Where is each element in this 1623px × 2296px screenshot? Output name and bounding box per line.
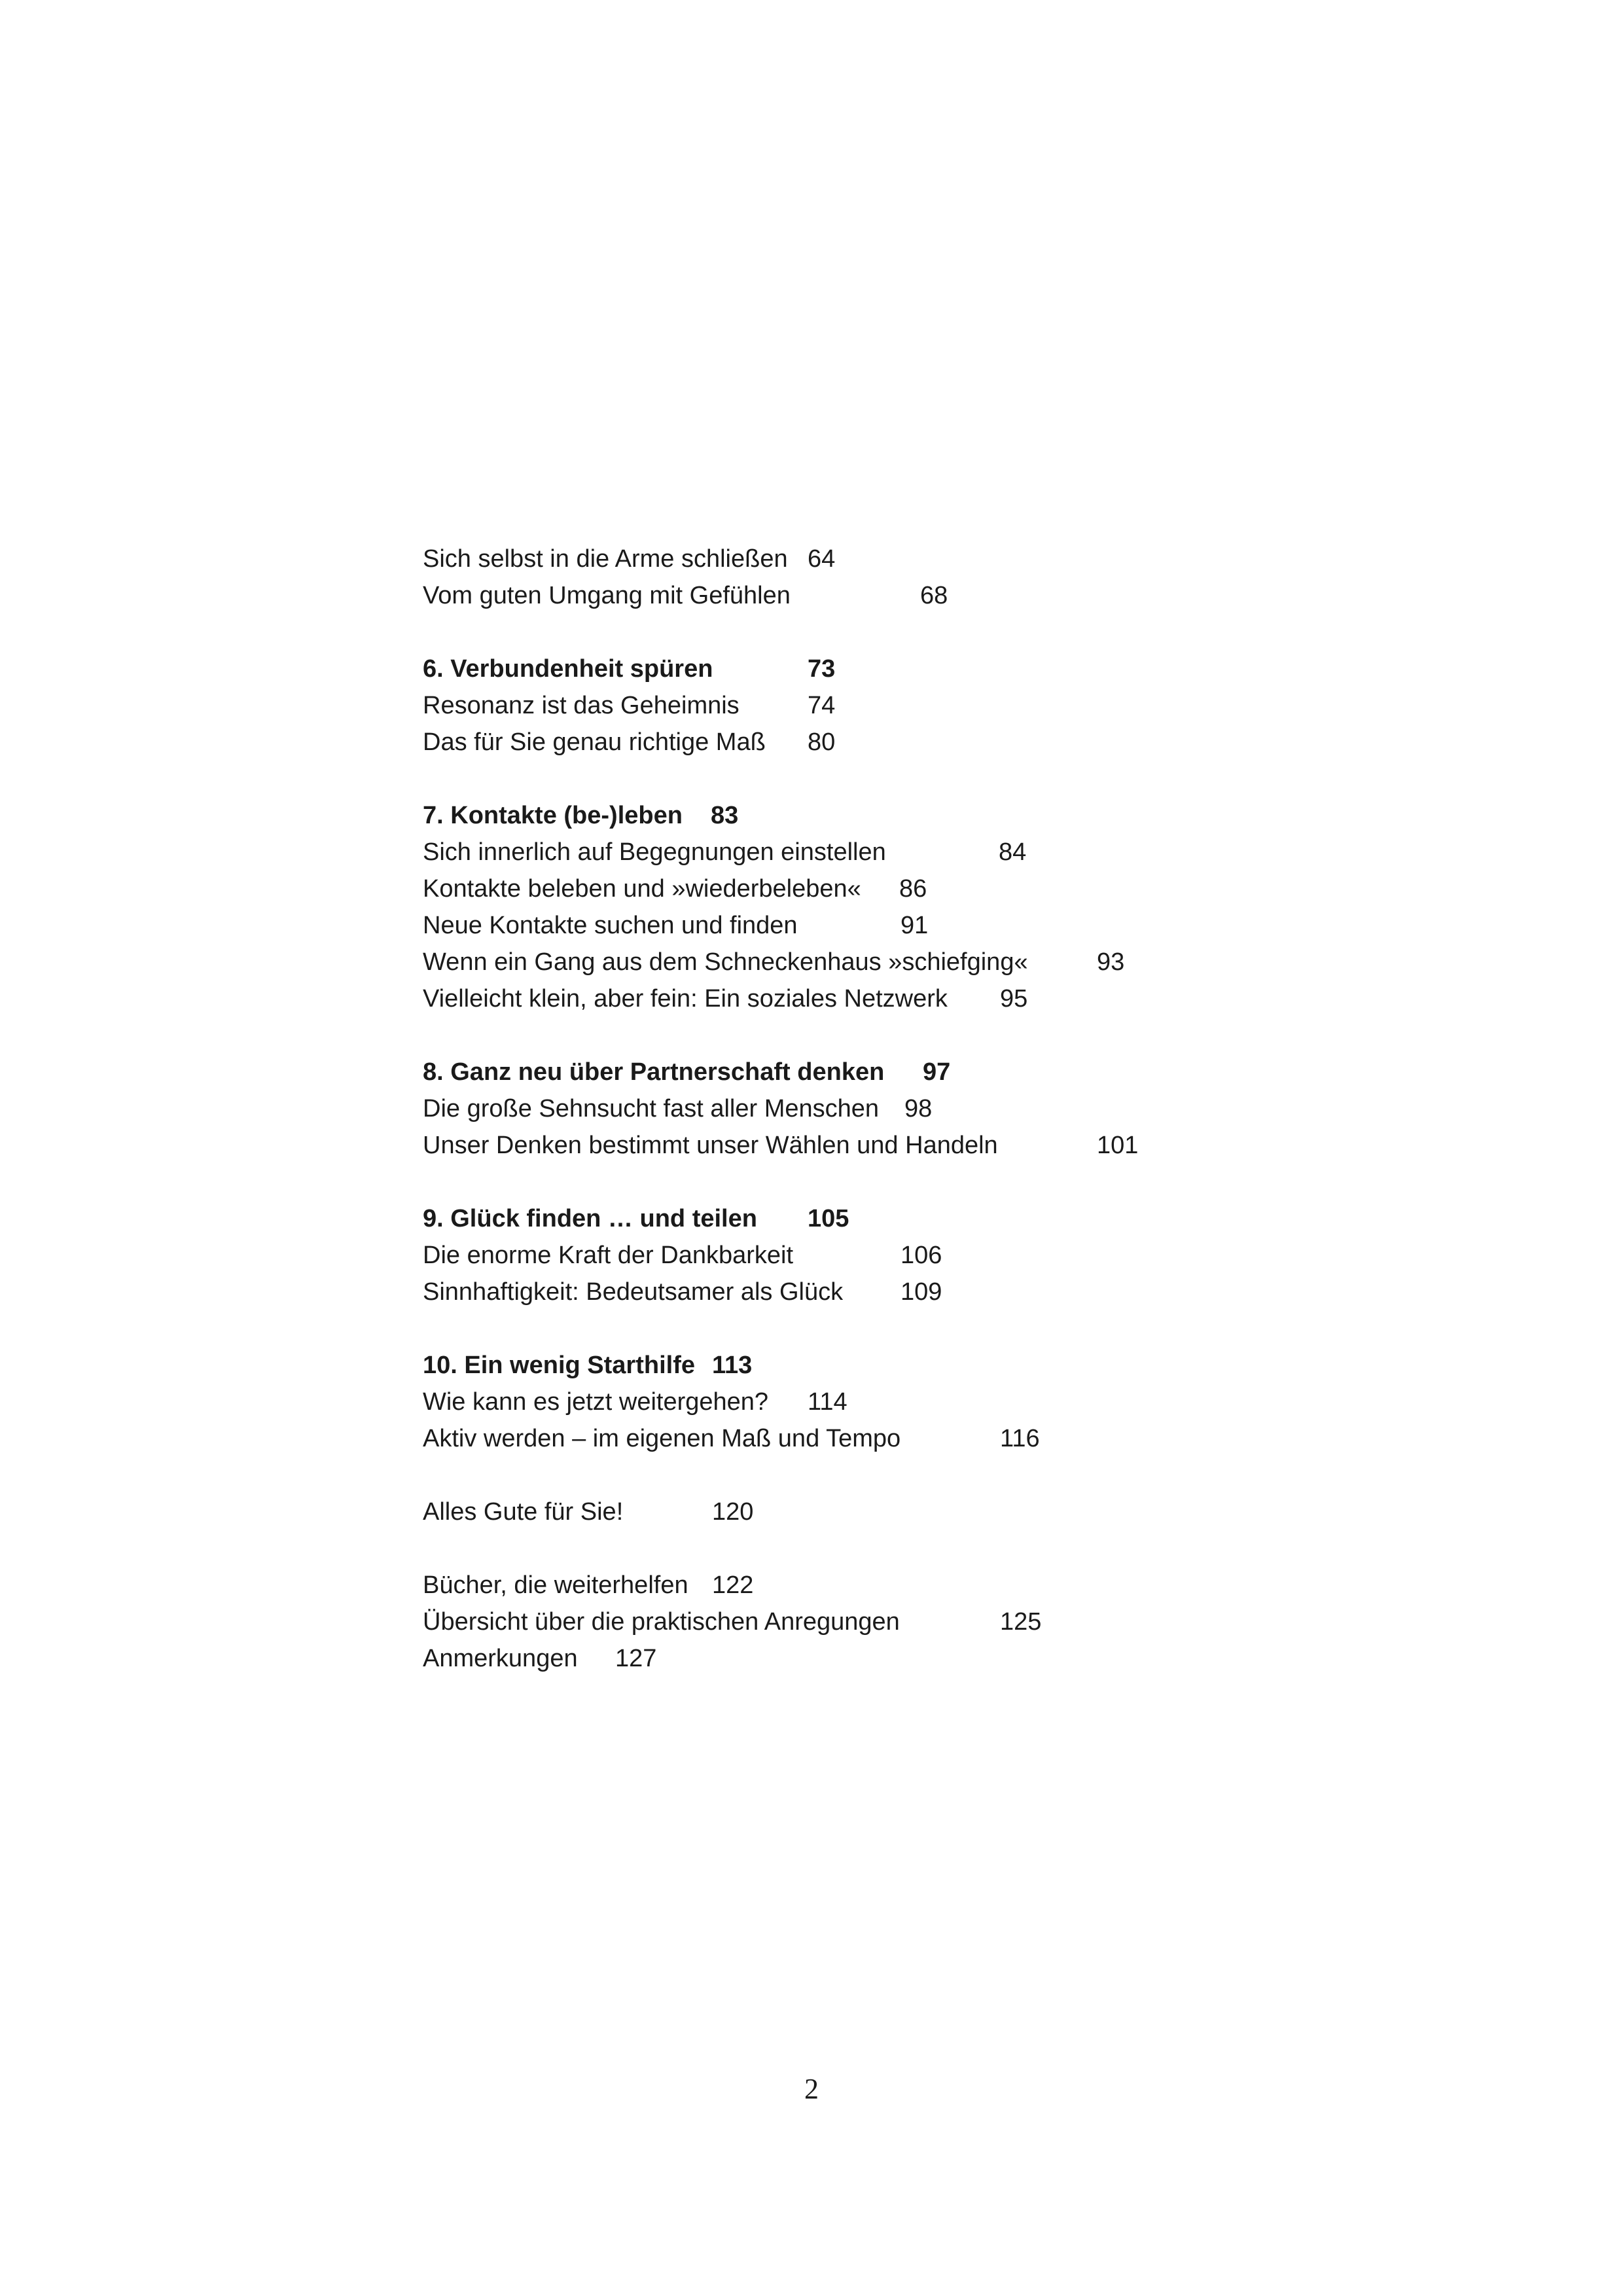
toc-entry-title: Neue Kontakte suchen und finden [423, 912, 798, 939]
section-spacer [423, 1457, 1404, 1494]
section-spacer [423, 761, 1404, 797]
toc-entry-title: Sinnhaftigkeit: Bedeutsamer als Glück [423, 1278, 844, 1306]
toc-entry-title: Bücher, die weiterhelfen [423, 1571, 688, 1599]
toc-entry-page: 122 [712, 1571, 754, 1599]
toc-entry-title: Wie kann es jetzt weitergehen? [423, 1388, 769, 1416]
toc-entry [423, 980, 1404, 1017]
toc-entry-page: 84 [999, 838, 1027, 866]
toc-entry [423, 1090, 1404, 1127]
section-spacer [423, 614, 1404, 651]
toc-chapter [423, 1200, 1404, 1237]
toc-entry [423, 1420, 1404, 1457]
table-of-contents [423, 541, 1404, 1677]
toc-entry [423, 1237, 1404, 1274]
toc-entry-page: 64 [808, 545, 836, 573]
toc-entry-title: Kontakte beleben und »wiederbeleben« [423, 875, 861, 903]
toc-entry-page: 106 [901, 1242, 942, 1269]
toc-chapter-title: 7. Kontakte (be-)leben [423, 802, 683, 829]
toc-entry-title: Aktiv werden – im eigenen Maß und Tempo [423, 1425, 901, 1452]
page-number: 2 [804, 2073, 819, 2105]
toc-entry [423, 1567, 1404, 1604]
toc-chapter [423, 651, 1404, 687]
toc-entry [423, 1604, 1404, 1640]
toc-chapter-title: 8. Ganz neu über Partnerschaft denken [423, 1058, 885, 1086]
toc-entry [423, 944, 1404, 980]
toc-entry-page: 109 [901, 1278, 942, 1306]
toc-entry-page: 125 [1000, 1608, 1042, 1636]
toc-entry-title: Das für Sie genau richtige Maß [423, 728, 766, 756]
toc-entry [423, 1384, 1404, 1420]
toc-entry-page: 120 [712, 1498, 754, 1526]
toc-entry [423, 541, 1404, 577]
section-spacer [423, 1164, 1404, 1200]
section-spacer [423, 1310, 1404, 1347]
toc-entry-page: 101 [1097, 1132, 1139, 1159]
toc-entry [423, 1640, 1404, 1677]
toc-entry-title: Unser Denken bestimmt unser Wählen und Handeln [423, 1132, 998, 1159]
toc-entry-title: Anmerkungen [423, 1645, 578, 1672]
toc-chapter-page: 97 [923, 1058, 951, 1086]
toc-chapter-page: 105 [808, 1205, 849, 1232]
section-spacer [423, 1530, 1404, 1567]
toc-entry-page: 116 [1000, 1425, 1040, 1452]
toc-chapter-title: 6. Verbundenheit spüren [423, 655, 713, 683]
toc-entry-title: Vielleicht klein, aber fein: Ein soziales Netzwerk [423, 985, 948, 1013]
toc-entry [423, 1274, 1404, 1310]
toc-entry-page: 114 [808, 1388, 847, 1416]
toc-entry-page: 74 [808, 692, 836, 719]
toc-entry [423, 1494, 1404, 1530]
toc-entry-page: 95 [1000, 985, 1028, 1013]
toc-entry [423, 687, 1404, 724]
toc-entry-title: Wenn ein Gang aus dem Schneckenhaus »schiefging« [423, 948, 1028, 976]
toc-chapter-page: 73 [808, 655, 836, 683]
toc-entry [423, 870, 1404, 907]
toc-entry-page: 91 [901, 912, 929, 939]
toc-entry [423, 907, 1404, 944]
toc-entry-title: Sich innerlich auf Begegnungen einstellen [423, 838, 886, 866]
toc-entry-page: 93 [1097, 948, 1125, 976]
toc-entry-page: 98 [904, 1095, 933, 1122]
toc-chapter [423, 797, 1404, 834]
toc-entry [423, 834, 1404, 870]
toc-entry-page: 68 [920, 582, 948, 609]
toc-entry-title: Übersicht über die praktischen Anregungen [423, 1608, 900, 1636]
toc-entry [423, 724, 1404, 761]
toc-entry [423, 1127, 1404, 1164]
toc-entry-title: Alles Gute für Sie! [423, 1498, 624, 1526]
toc-entry-title: Resonanz ist das Geheimnis [423, 692, 740, 719]
toc-chapter-page: 113 [712, 1352, 753, 1379]
toc-chapter [423, 1347, 1404, 1384]
toc-entry-title: Die enorme Kraft der Dankbarkeit [423, 1242, 794, 1269]
section-spacer [423, 1017, 1404, 1054]
toc-entry [423, 577, 1404, 614]
toc-chapter [423, 1054, 1404, 1090]
toc-chapter-title: 9. Glück finden … und teilen [423, 1205, 757, 1232]
toc-entry-page: 86 [899, 875, 927, 903]
toc-entry-page: 80 [808, 728, 836, 756]
toc-entry-page: 127 [615, 1645, 657, 1672]
toc-entry-title: Die große Sehnsucht fast aller Menschen [423, 1095, 880, 1122]
toc-chapter-title: 10. Ein wenig Starthilfe [423, 1352, 695, 1379]
toc-chapter-page: 83 [711, 802, 739, 829]
toc-entry-title: Vom guten Umgang mit Gefühlen [423, 582, 791, 609]
toc-entry-title: Sich selbst in die Arme schließen [423, 545, 788, 573]
